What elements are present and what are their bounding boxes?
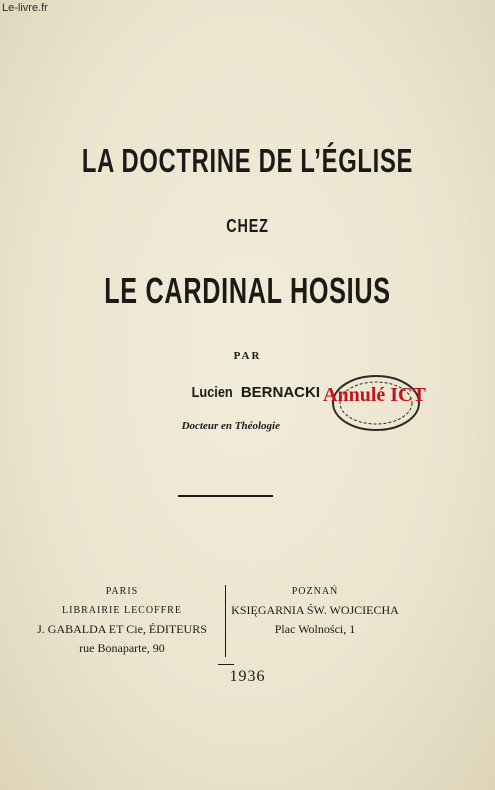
publisher-address: rue Bonaparte, 90 — [79, 641, 165, 655]
author-last-name: BERNACKI — [240, 384, 320, 401]
title-line-2: LE CARDINAL HOSIUS — [104, 270, 391, 311]
author-title: Docteur en Théologie — [181, 420, 280, 432]
publisher-house: KSIĘGARNIA ŚW. WOJCIECHA — [231, 603, 399, 617]
watermark: Le-livre.fr — [2, 2, 48, 14]
publisher-divider — [225, 585, 226, 657]
publisher-city: PARIS — [105, 586, 139, 597]
title-line-1: LA DOCTRINE DE L’ÉGLISE — [81, 142, 414, 179]
title-connector: CHEZ — [226, 216, 269, 236]
publisher-paris — [22, 582, 222, 658]
publication-year: 1936 — [229, 668, 266, 685]
author-first-name: Lucien — [191, 384, 234, 401]
year-rule — [218, 664, 234, 665]
publisher-poznan — [230, 582, 400, 639]
publisher-city: POZNAŃ — [291, 586, 339, 597]
publisher-address: Plac Wolności, 1 — [274, 622, 356, 636]
publisher-house: LIBRAIRIE LECOFFRE — [62, 605, 182, 616]
author-name — [120, 384, 320, 401]
publisher-editors: J. GABALDA ET Cie, ÉDITEURS — [37, 622, 207, 636]
cancelled-stamp-text: Annulé ICT — [323, 384, 426, 406]
by-label: PAR — [233, 350, 262, 362]
divider-rule — [178, 495, 273, 497]
